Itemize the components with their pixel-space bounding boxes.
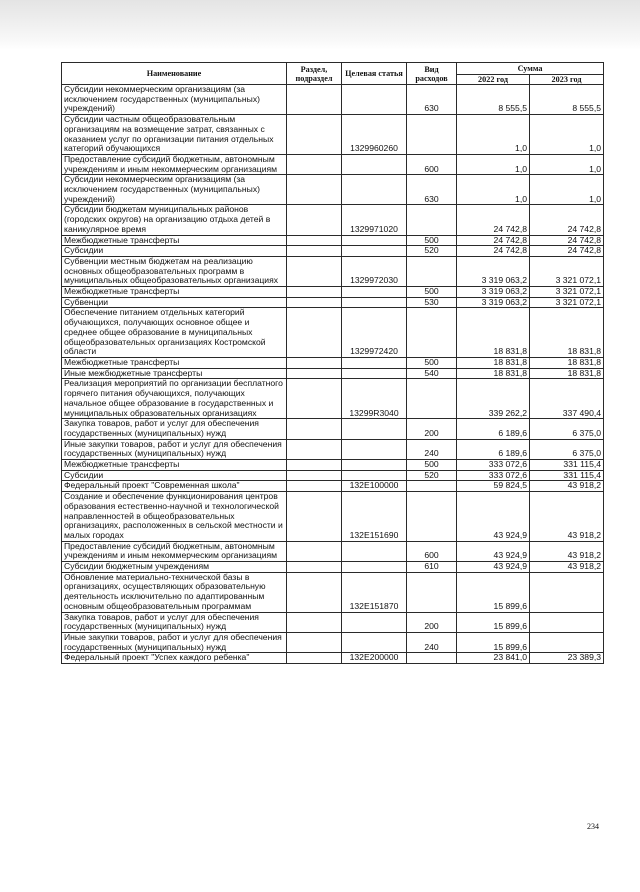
cell-sum-2022: 43 924,9 — [457, 492, 530, 542]
cell-sum-2023: 18 831,8 — [530, 357, 604, 368]
budget-table-sheet — [61, 62, 603, 664]
cell-target — [342, 419, 407, 439]
cell-section — [287, 368, 342, 379]
cell-sum-2023: 331 115,4 — [530, 460, 604, 471]
cell-exp-type: 610 — [407, 562, 457, 573]
header-name: Наименование — [62, 63, 287, 85]
table-row — [62, 357, 604, 368]
cell-target — [342, 541, 407, 561]
cell-name: Обеспечение питанием отдельных категорий обучающихся, получающих основное общее и среднее общее образование в муниципальных общеобразовательных организациях Костромской области — [62, 308, 287, 358]
cell-sum-2022: 1,0 — [457, 115, 530, 155]
cell-exp-type — [407, 256, 457, 286]
cell-sum-2023: 24 742,8 — [530, 246, 604, 257]
cell-section — [287, 154, 342, 174]
cell-target: 132E151870 — [342, 572, 407, 612]
cell-exp-type — [407, 379, 457, 419]
header-sum: Сумма — [457, 63, 604, 75]
cell-sum-2023: 18 831,8 — [530, 308, 604, 358]
cell-target — [342, 287, 407, 298]
cell-name: Обновление материально-технической базы в организациях, осуществляющих образовательную деятельность исключительно по адаптированным основным общеобразовательным программам — [62, 572, 287, 612]
cell-target — [342, 246, 407, 257]
cell-sum-2023: 43 918,2 — [530, 541, 604, 561]
cell-sum-2023 — [530, 572, 604, 612]
cell-sum-2023: 337 490,4 — [530, 379, 604, 419]
cell-sum-2022: 59 824,5 — [457, 481, 530, 492]
cell-section — [287, 612, 342, 632]
cell-exp-type: 240 — [407, 439, 457, 459]
cell-exp-type: 500 — [407, 287, 457, 298]
cell-target: 132E151690 — [342, 492, 407, 542]
cell-exp-type: 530 — [407, 297, 457, 308]
table-row — [62, 653, 604, 664]
cell-section — [287, 653, 342, 664]
cell-section — [287, 481, 342, 492]
cell-name: Создание и обеспечение функционирования центров образования естественно-научной и технологической направленностей в общеобразовательных организациях, расположенных в сельской местности и малых городах — [62, 492, 287, 542]
cell-sum-2022: 24 742,8 — [457, 235, 530, 246]
cell-name: Субсидии — [62, 470, 287, 481]
cell-target — [342, 368, 407, 379]
table-row — [62, 246, 604, 257]
cell-exp-type: 200 — [407, 419, 457, 439]
cell-section — [287, 287, 342, 298]
cell-sum-2022: 6 189,6 — [457, 439, 530, 459]
cell-sum-2022: 15 899,6 — [457, 612, 530, 632]
table-row — [62, 481, 604, 492]
cell-exp-type: 600 — [407, 154, 457, 174]
cell-sum-2023: 43 918,2 — [530, 481, 604, 492]
cell-sum-2022: 6 189,6 — [457, 419, 530, 439]
cell-section — [287, 175, 342, 205]
cell-section — [287, 632, 342, 652]
cell-section — [287, 85, 342, 115]
table-row — [62, 297, 604, 308]
cell-sum-2022: 15 899,6 — [457, 632, 530, 652]
table-header — [62, 63, 604, 85]
header-target: Целевая статья — [342, 63, 407, 85]
table-row — [62, 541, 604, 561]
cell-name: Иные закупки товаров, работ и услуг для обеспечения государственных (муниципальных) нужд — [62, 439, 287, 459]
cell-name: Субсидии бюджетам муниципальных районов (городских округов) на организацию отдыха детей в каникулярное время — [62, 205, 287, 235]
cell-sum-2023: 24 742,8 — [530, 205, 604, 235]
cell-name: Субсидии — [62, 246, 287, 257]
cell-sum-2023: 6 375,0 — [530, 419, 604, 439]
cell-name: Межбюджетные трансферты — [62, 357, 287, 368]
cell-target — [342, 470, 407, 481]
cell-target — [342, 297, 407, 308]
header-section: Раздел, подраздел — [287, 63, 342, 85]
cell-section — [287, 439, 342, 459]
cell-section — [287, 470, 342, 481]
cell-exp-type: 630 — [407, 85, 457, 115]
cell-sum-2022: 24 742,8 — [457, 246, 530, 257]
table-row — [62, 460, 604, 471]
table-row — [62, 115, 604, 155]
cell-sum-2022: 43 924,9 — [457, 562, 530, 573]
cell-section — [287, 246, 342, 257]
table-row — [62, 632, 604, 652]
cell-target: 1329972420 — [342, 308, 407, 358]
cell-name: Межбюджетные трансферты — [62, 460, 287, 471]
table-row — [62, 562, 604, 573]
cell-target — [342, 175, 407, 205]
cell-target — [342, 562, 407, 573]
cell-exp-type — [407, 308, 457, 358]
cell-sum-2023: 3 321 072,1 — [530, 297, 604, 308]
page-number: 234 — [587, 822, 599, 831]
cell-sum-2022: 339 262,2 — [457, 379, 530, 419]
cell-sum-2022: 24 742,8 — [457, 205, 530, 235]
cell-section — [287, 572, 342, 612]
cell-name: Реализация мероприятий по организации бесплатного горячего питания обучающихся, получающих начальное общее образование в государственных и муниципальных образовательных организациях — [62, 379, 287, 419]
cell-sum-2023: 43 918,2 — [530, 562, 604, 573]
cell-exp-type: 600 — [407, 541, 457, 561]
cell-exp-type — [407, 115, 457, 155]
cell-section — [287, 379, 342, 419]
cell-sum-2022: 23 841,0 — [457, 653, 530, 664]
cell-section — [287, 308, 342, 358]
header-year-2022: 2022 год — [457, 75, 530, 85]
cell-exp-type: 520 — [407, 470, 457, 481]
cell-exp-type: 200 — [407, 612, 457, 632]
cell-target — [342, 612, 407, 632]
cell-exp-type: 630 — [407, 175, 457, 205]
cell-exp-type — [407, 205, 457, 235]
cell-exp-type — [407, 653, 457, 664]
cell-name: Предоставление субсидий бюджетным, автономным учреждениям и иным некоммерческим организациям — [62, 541, 287, 561]
cell-sum-2023: 6 375,0 — [530, 439, 604, 459]
header-year-2023: 2023 год — [530, 75, 604, 85]
cell-name: Предоставление субсидий бюджетным, автономным учреждениям и иным некоммерческим организациям — [62, 154, 287, 174]
table-row — [62, 175, 604, 205]
cell-name: Субсидии некоммерческим организациям (за исключением государственных (муниципальных) учреждений) — [62, 85, 287, 115]
cell-section — [287, 297, 342, 308]
header-exp-type: Вид расходов — [407, 63, 457, 85]
cell-section — [287, 492, 342, 542]
cell-section — [287, 256, 342, 286]
cell-target — [342, 439, 407, 459]
scan-top-shading — [0, 0, 640, 50]
cell-exp-type: 500 — [407, 357, 457, 368]
cell-target: 1329971020 — [342, 205, 407, 235]
cell-section — [287, 562, 342, 573]
table-row — [62, 419, 604, 439]
budget-table — [61, 62, 604, 664]
cell-name: Закупка товаров, работ и услуг для обеспечения государственных (муниципальных) нужд — [62, 419, 287, 439]
cell-sum-2023: 3 321 072,1 — [530, 256, 604, 286]
cell-sum-2022: 18 831,8 — [457, 357, 530, 368]
table-row — [62, 308, 604, 358]
cell-name: Субсидии некоммерческим организациям (за исключением государственных (муниципальных) учреждений) — [62, 175, 287, 205]
cell-target: 13299R3040 — [342, 379, 407, 419]
cell-name: Межбюджетные трансферты — [62, 235, 287, 246]
cell-sum-2023: 8 555,5 — [530, 85, 604, 115]
cell-sum-2023: 3 321 072,1 — [530, 287, 604, 298]
cell-section — [287, 235, 342, 246]
cell-sum-2022: 333 072,6 — [457, 470, 530, 481]
cell-sum-2022: 15 899,6 — [457, 572, 530, 612]
cell-exp-type: 520 — [407, 246, 457, 257]
cell-sum-2022: 3 319 063,2 — [457, 256, 530, 286]
cell-target — [342, 632, 407, 652]
table-row — [62, 205, 604, 235]
cell-name: Федеральный проект "Успех каждого ребенка" — [62, 653, 287, 664]
cell-name: Субвенции местным бюджетам на реализацию основных общеобразовательных программ в муниципальных общеобразовательных организациях — [62, 256, 287, 286]
cell-target — [342, 357, 407, 368]
cell-exp-type — [407, 492, 457, 542]
cell-sum-2023 — [530, 632, 604, 652]
cell-name: Субсидии частным общеобразовательным организациям на возмещение затрат, связанных с оказанием услуг по организации питания отдельных категорий обучающихся — [62, 115, 287, 155]
cell-name: Иные закупки товаров, работ и услуг для обеспечения государственных (муниципальных) нужд — [62, 632, 287, 652]
cell-section — [287, 115, 342, 155]
cell-name: Субвенции — [62, 297, 287, 308]
table-row — [62, 256, 604, 286]
cell-sum-2023 — [530, 612, 604, 632]
cell-name: Субсидии бюджетным учреждениям — [62, 562, 287, 573]
cell-sum-2023: 23 389,3 — [530, 653, 604, 664]
cell-sum-2023: 1,0 — [530, 175, 604, 205]
table-row — [62, 235, 604, 246]
cell-sum-2023: 43 918,2 — [530, 492, 604, 542]
cell-section — [287, 419, 342, 439]
cell-section — [287, 541, 342, 561]
cell-exp-type: 500 — [407, 235, 457, 246]
table-body — [62, 85, 604, 664]
cell-sum-2022: 8 555,5 — [457, 85, 530, 115]
cell-sum-2022: 333 072,6 — [457, 460, 530, 471]
table-row — [62, 154, 604, 174]
cell-exp-type: 500 — [407, 460, 457, 471]
cell-section — [287, 205, 342, 235]
cell-sum-2022: 1,0 — [457, 175, 530, 205]
table-row — [62, 368, 604, 379]
cell-exp-type: 240 — [407, 632, 457, 652]
cell-name: Закупка товаров, работ и услуг для обеспечения государственных (муниципальных) нужд — [62, 612, 287, 632]
table-row — [62, 287, 604, 298]
cell-sum-2023: 18 831,8 — [530, 368, 604, 379]
cell-sum-2022: 18 831,8 — [457, 368, 530, 379]
cell-target: 1329972030 — [342, 256, 407, 286]
cell-exp-type — [407, 572, 457, 612]
cell-target — [342, 235, 407, 246]
table-row — [62, 85, 604, 115]
table-row — [62, 572, 604, 612]
cell-target — [342, 154, 407, 174]
cell-section — [287, 357, 342, 368]
cell-sum-2023: 24 742,8 — [530, 235, 604, 246]
cell-sum-2022: 1,0 — [457, 154, 530, 174]
cell-exp-type: 540 — [407, 368, 457, 379]
table-row — [62, 379, 604, 419]
table-row — [62, 439, 604, 459]
cell-target: 132E100000 — [342, 481, 407, 492]
cell-name: Межбюджетные трансферты — [62, 287, 287, 298]
table-row — [62, 470, 604, 481]
table-row — [62, 612, 604, 632]
cell-target — [342, 85, 407, 115]
cell-sum-2023: 1,0 — [530, 154, 604, 174]
cell-target: 1329960260 — [342, 115, 407, 155]
cell-target: 132E200000 — [342, 653, 407, 664]
cell-sum-2022: 43 924,9 — [457, 541, 530, 561]
cell-sum-2023: 1,0 — [530, 115, 604, 155]
cell-name: Иные межбюджетные трансферты — [62, 368, 287, 379]
cell-section — [287, 460, 342, 471]
cell-sum-2022: 18 831,8 — [457, 308, 530, 358]
table-row — [62, 492, 604, 542]
cell-name: Федеральный проект "Современная школа" — [62, 481, 287, 492]
cell-sum-2023: 331 115,4 — [530, 470, 604, 481]
cell-target — [342, 460, 407, 471]
cell-sum-2022: 3 319 063,2 — [457, 297, 530, 308]
cell-exp-type — [407, 481, 457, 492]
cell-sum-2022: 3 319 063,2 — [457, 287, 530, 298]
